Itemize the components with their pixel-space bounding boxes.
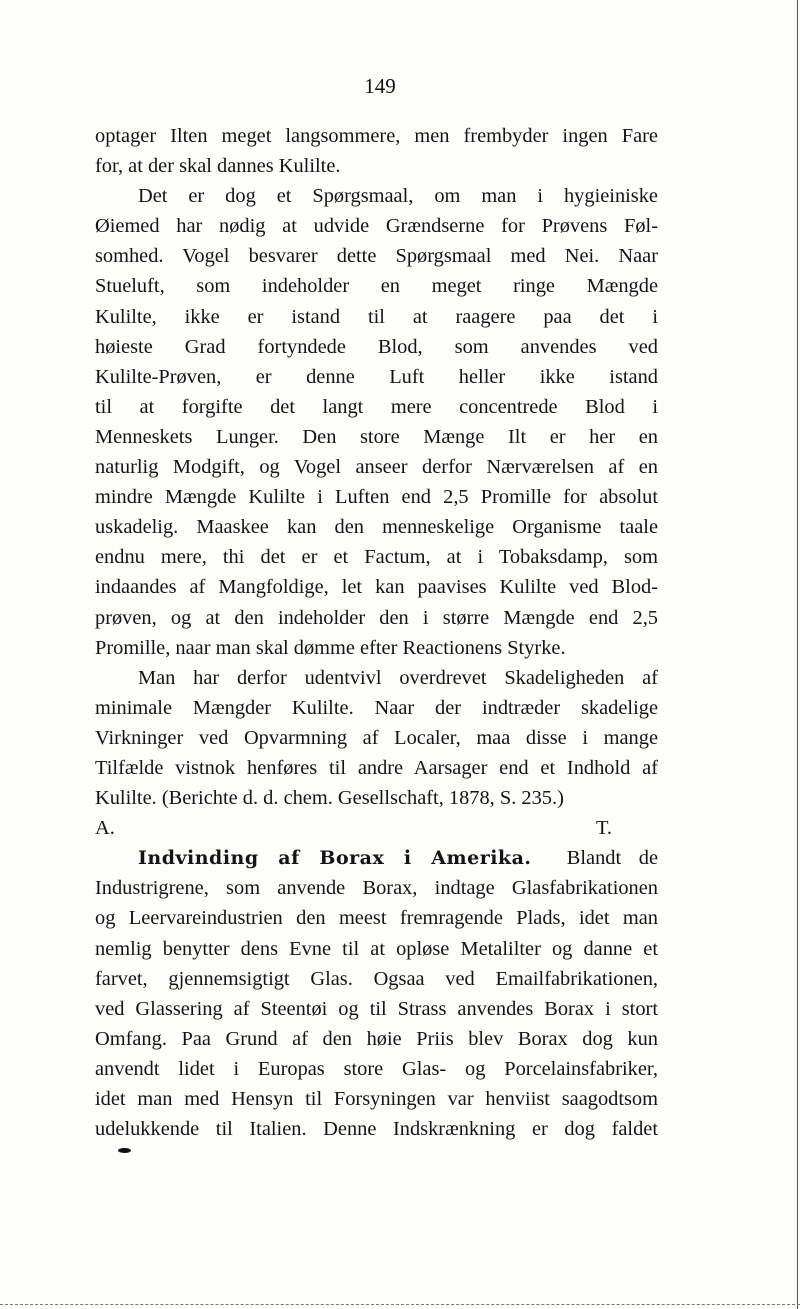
text-line: Kulilte-Prøven, er denne Luft heller ikke istand: [95, 365, 658, 388]
text-line: prøven, og at den indeholder den i større Mængde end 2,5: [95, 606, 658, 629]
text-line: [95, 663, 658, 693]
text-line: endnu mere, thi det er et Factum, at i Tobaksdamp, som: [95, 546, 658, 569]
paragraph-5: [95, 843, 658, 1144]
text-line: Kulilte. (Berichte d. d. chem. Gesellschaft, 1878, S. 235.): [95, 787, 564, 810]
text-line: naturlig Modgift, og Vogel anseer derfor Nærværelsen af en: [95, 456, 658, 479]
page-number: 149: [364, 74, 396, 98]
text-line: idet man med Hensyn til Forsyningen var henviist saagodtsom: [95, 1088, 658, 1110]
paragraph-2: [95, 181, 658, 663]
text-line: [95, 843, 658, 873]
text-line: somhed. Vogel besvarer dette Spørgsmaal med Nei. Naar: [95, 245, 658, 268]
section-heading: Indvinding af Borax i Amerika.: [138, 847, 532, 870]
text-line: Promille, naar man skal dømme efter Reactionens Styrke.: [95, 636, 566, 659]
text-line: indaandes af Mangfoldige, let kan paavises Kulilte ved Blod-: [95, 576, 658, 599]
text-line: Menneskets Lunger. Den store Mænge Ilt er her en: [95, 425, 658, 448]
text-line: Øiemed har nødig at udvide Grændserne for Prøvens Føl-: [95, 215, 658, 238]
text-line: mindre Mængde Kulilte i Luften end 2,5 Promille for absolut: [95, 486, 658, 509]
text-line: Kulilte, ikke er istand til at raagere paa det i: [95, 305, 658, 328]
text-line: og Leervareindustrien den meest fremragende Plads, idet man: [95, 907, 658, 930]
body-text: [95, 121, 658, 1144]
page-edge-bottom: [0, 1304, 800, 1305]
paragraph-1: [95, 121, 658, 181]
text-line-content: Det er dog et Spørgsmaal, om man i hygieiniske: [138, 185, 658, 208]
text-line: til at forgifte det langt mere concentrede Blod i: [95, 395, 658, 418]
text-line: Virkninger ved Opvarmning af Localer, maa disse i mange: [95, 726, 658, 749]
ink-mark: [118, 1148, 131, 1153]
text-line: nemlig benytter dens Evne til at opløse Metalilter og danne et: [95, 937, 658, 960]
text-line: Industrigrene, som anvende Borax, indtage Glasfabrikationen: [95, 877, 658, 900]
text-line: ved Glassering af Steentøi og til Strass anvendes Borax i stort: [95, 997, 658, 1020]
text-line: optager Ilten meget langsommere, men frembyder ingen Fare: [95, 125, 658, 147]
author-signature: A. T.: [95, 817, 612, 840]
paragraph-3: [95, 663, 658, 813]
text-line-content: Blandt de: [566, 847, 658, 870]
text-line: for, at der skal dannes Kulilte.: [95, 155, 341, 178]
signature-paragraph: [95, 813, 658, 843]
text-line: [95, 181, 658, 211]
text-line: Stueluft, som indeholder en meget ringe Mængde: [95, 275, 658, 298]
text-line-content: Man har derfor udentvivl overdrevet Skadeligheden af: [138, 666, 658, 689]
text-line: udelukkende til Italien. Denne Indskrænkning er dog faldet: [95, 1118, 658, 1141]
text-line: uskadelig. Maaskee kan den menneskelige Organisme taale: [95, 516, 658, 539]
text-line: anvendt lidet i Europas store Glas- og Porcelainsfabriker,: [95, 1057, 658, 1080]
text-line: høieste Grad fortyndede Blod, som anvendes ved: [95, 335, 658, 358]
page-edge-right: [797, 0, 798, 1309]
text-line: Tilfælde vistnok henføres til andre Aarsager end et Indhold af: [95, 756, 658, 779]
text-line: minimale Mængder Kulilte. Naar der indtræder skadelige: [95, 696, 658, 719]
text-line: Omfang. Paa Grund af den høie Priis blev Borax dog kun: [95, 1027, 658, 1050]
text-line: farvet, gjennemsigtigt Glas. Ogsaa ved Emailfabrikationen,: [95, 967, 658, 990]
